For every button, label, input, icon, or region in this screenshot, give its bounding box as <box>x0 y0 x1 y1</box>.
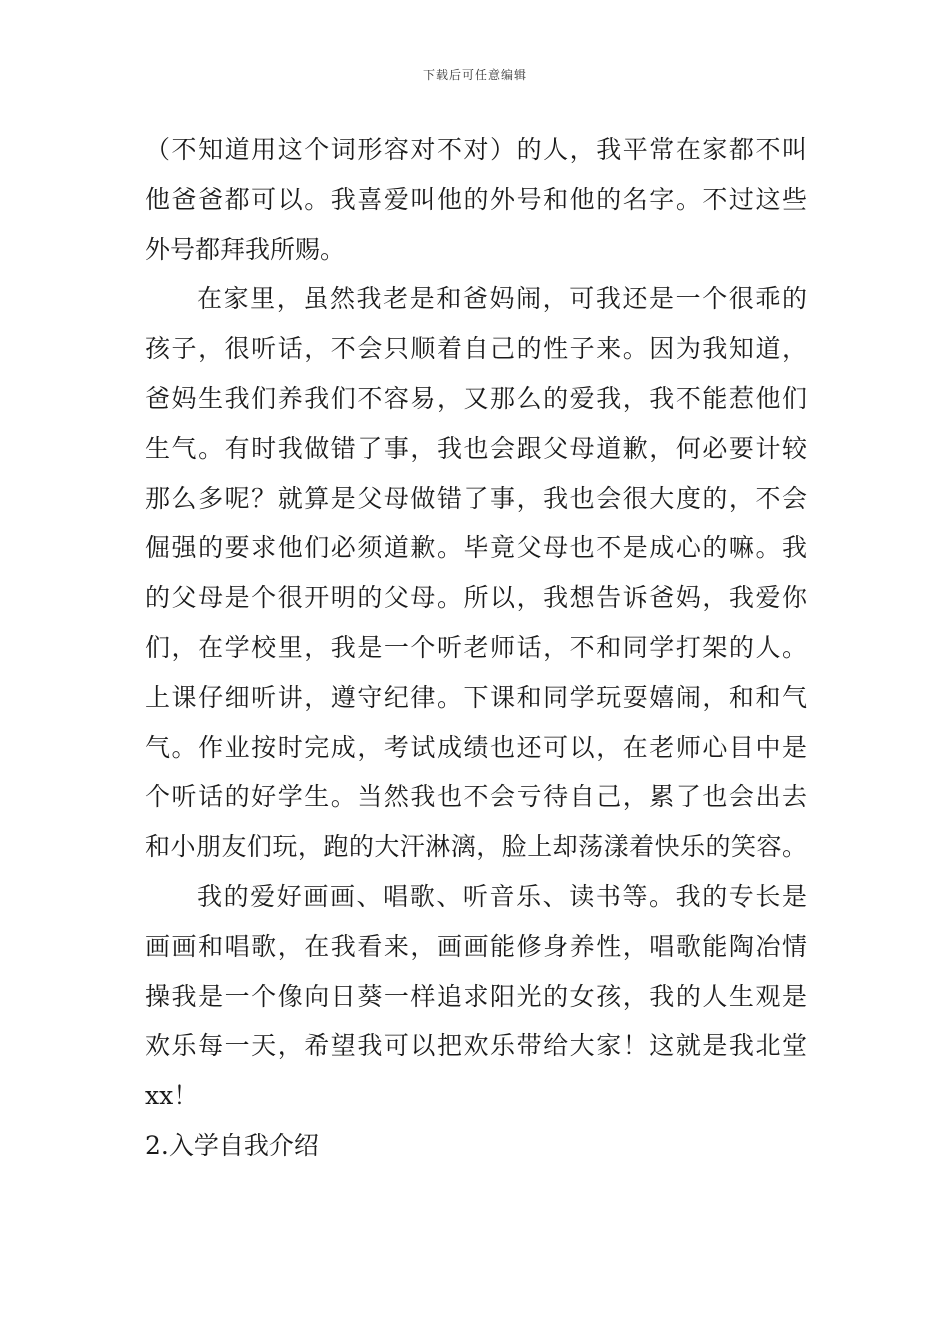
document-body <box>145 125 807 1171</box>
text-line: 个听话的好学生。当然我也不会亏待自己，累了也会出去 <box>145 782 807 812</box>
text-line: 生气。有时我做错了事，我也会跟父母道歉，何必要计较 <box>145 433 807 463</box>
text-line: （不知道用这个词形容对不对）的人，我平常在家都不叫 <box>145 135 807 164</box>
page-header: 下载后可任意编辑 <box>422 68 527 82</box>
text-line: 的父母是个很开明的父母。所以，我想告诉爸妈，我爱你 <box>145 583 807 613</box>
text-line: 孩子，很听话，不会只顺着自己的性子来。因为我知道， <box>145 334 807 364</box>
text-line: 们，在学校里，我是一个听老师话，不和同学打架的人。 <box>145 632 807 662</box>
text-line: 我的爱好画画、唱歌、听音乐、读书等。我的专长是 <box>197 881 807 911</box>
text-line: 他爸爸都可以。我喜爱叫他的外号和他的名字。不过这些 <box>145 184 807 214</box>
paragraph-2 <box>145 274 807 872</box>
text-line: 和小朋友们玩，跑的大汗淋漓，脸上却荡漾着快乐的笑容。 <box>145 832 807 862</box>
text-line: 爸妈生我们养我们不容易，又那么的爱我，我不能惹他们 <box>145 383 807 413</box>
text-line: 欢乐每一天，希望我可以把欢乐带给大家！这就是我北堂 <box>145 1031 807 1061</box>
paragraph-3 <box>145 872 807 1121</box>
text-line: xx！ <box>145 1081 199 1111</box>
text-line: 气。作业按时完成，考试成绩也还可以，在老师心目中是 <box>145 732 807 762</box>
text-line: 外号都拜我所赐。 <box>145 234 346 264</box>
paragraph-1 <box>145 125 807 274</box>
text-line: 操我是一个像向日葵一样追求阳光的女孩，我的人生观是 <box>145 981 807 1011</box>
section-heading <box>145 1121 807 1171</box>
text-line: 那么多呢？就算是父母做错了事，我也会很大度的，不会 <box>145 483 807 513</box>
heading-text: 2.入学自我介绍 <box>145 1130 319 1160</box>
text-line: 上课仔细听讲，遵守纪律。下课和同学玩耍嬉闹，和和气 <box>145 682 807 712</box>
text-line: 画画和唱歌，在我看来，画画能修身养性，唱歌能陶冶情 <box>145 931 807 961</box>
text-line: 在家里，虽然我老是和爸妈闹，可我还是一个很乖的 <box>197 284 807 314</box>
text-line: 倔强的要求他们必须道歉。毕竟父母也不是成心的嘛。我 <box>145 533 807 563</box>
